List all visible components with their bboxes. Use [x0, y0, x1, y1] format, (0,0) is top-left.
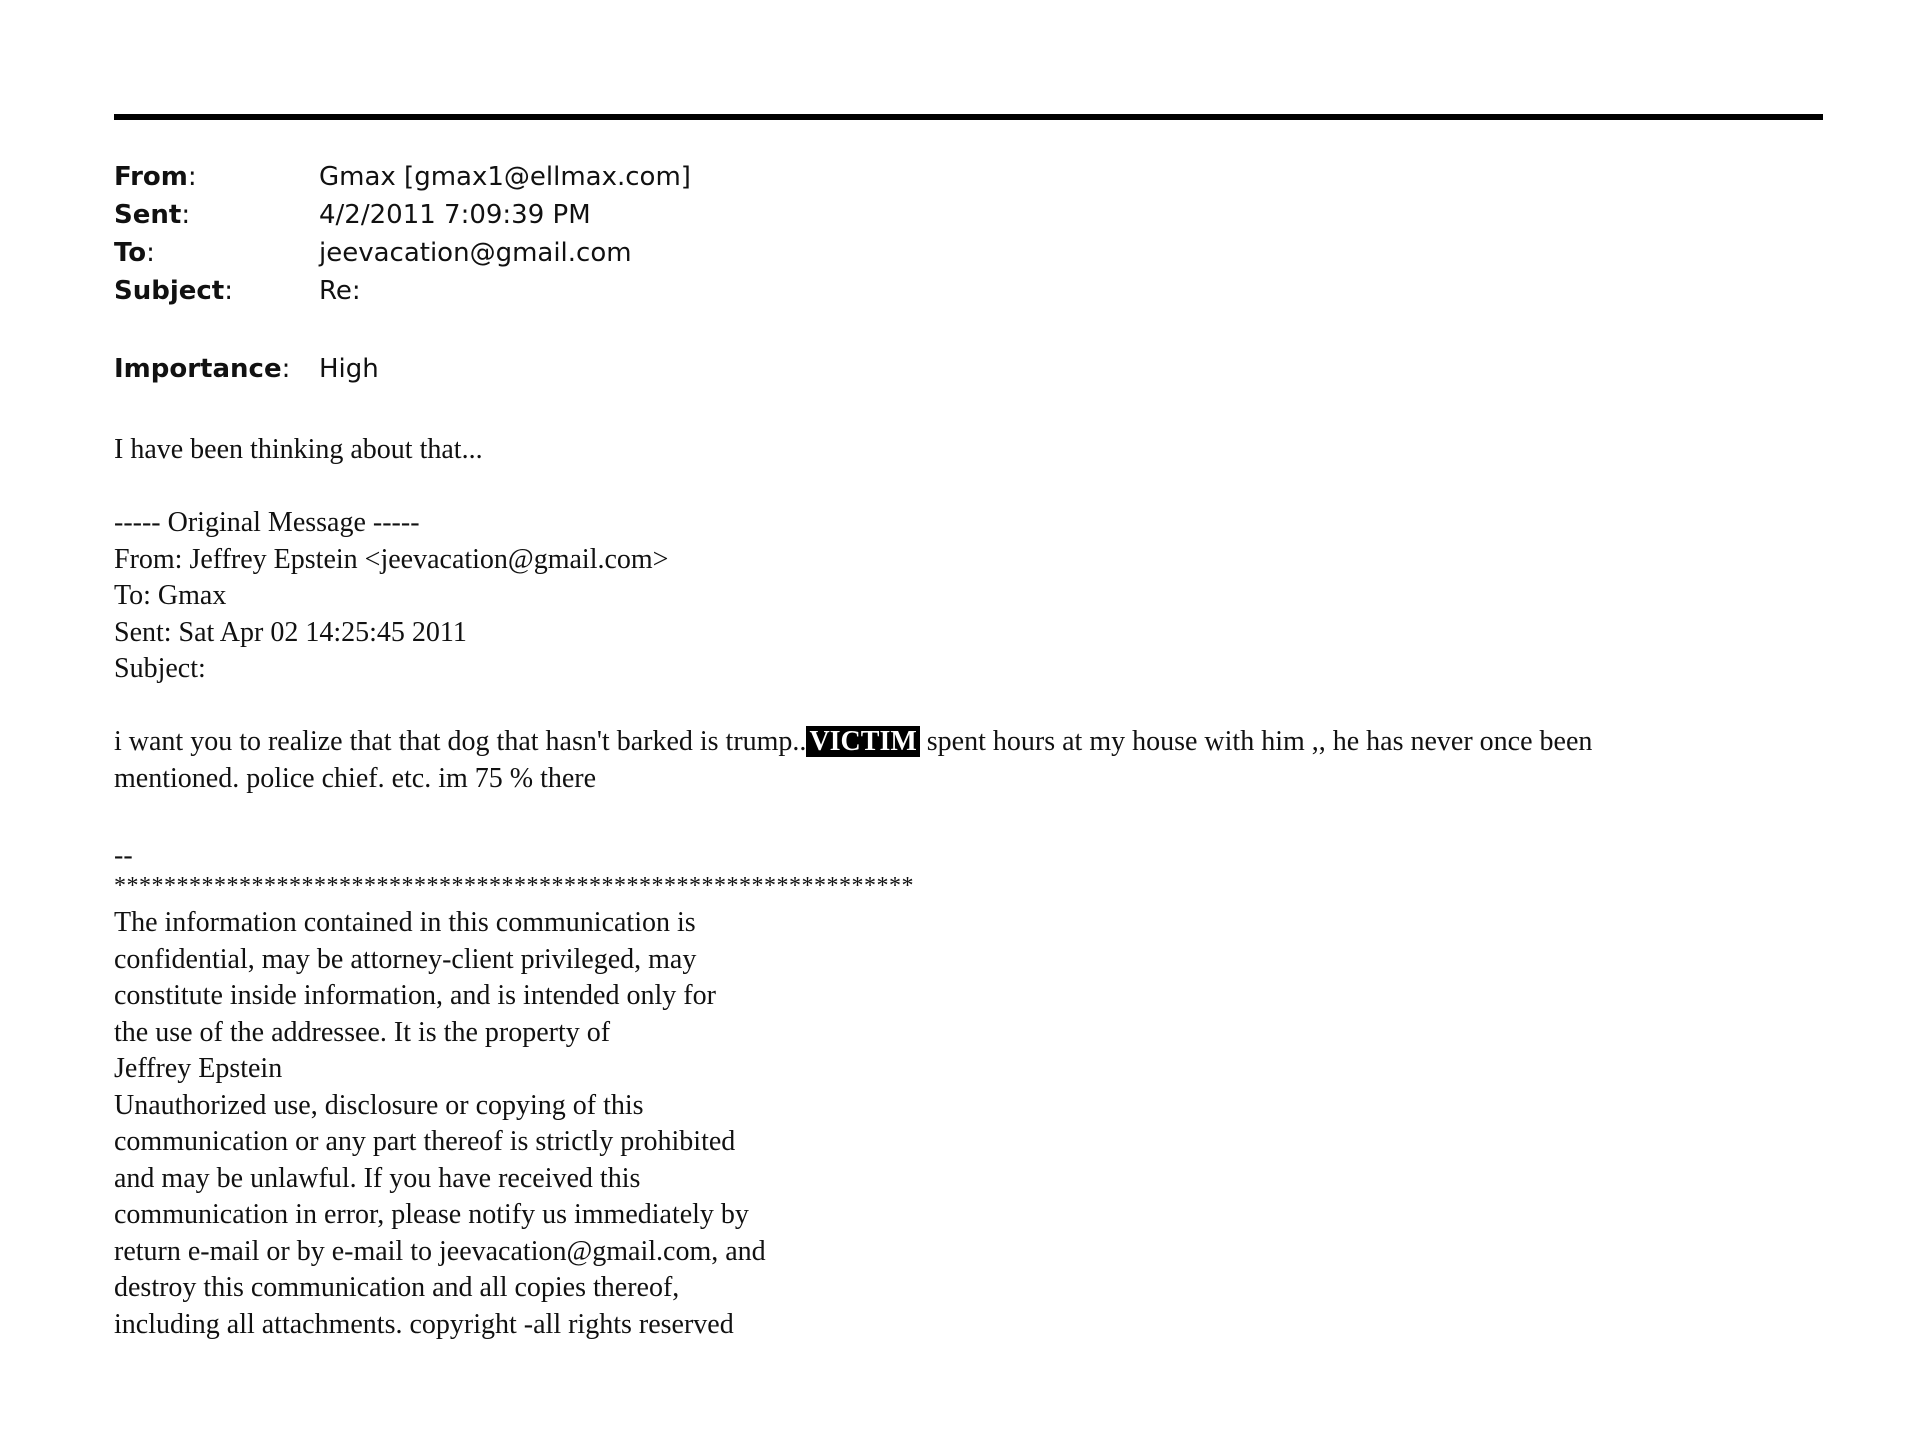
importance-value: High: [319, 354, 379, 384]
original-sent: Sent: Sat Apr 02 14:25:45 2011: [114, 616, 467, 648]
original-subject: Subject:: [114, 653, 206, 684]
disclaimer-line: Jeffrey Epstein: [114, 1053, 283, 1084]
sent-label: Sent: [114, 200, 182, 230]
sent-value: 4/2/2011 7:09:39 PM: [319, 200, 591, 230]
disclaimer-line: The information contained in this communication is: [114, 907, 696, 938]
signature-dash: --: [114, 840, 133, 871]
disclaimer-line: communication in error, please notify us immediately by: [114, 1199, 749, 1230]
importance-label: Importance: [114, 354, 282, 384]
disclaimer-line: Unauthorized use, disclosure or copying of this: [114, 1089, 644, 1121]
reply-text: I have been thinking about that...: [114, 434, 483, 465]
header-rule: [114, 114, 1823, 120]
disclaimer-line: and may be unlawful. If you have received this: [114, 1162, 641, 1194]
to-value: jeevacation@gmail.com: [319, 238, 632, 268]
disclaimer: [114, 905, 766, 1343]
subject-value: Re:: [319, 276, 361, 306]
disclaimer-line: return e-mail or by e-mail to jeevacation@gmail.com, and: [114, 1235, 766, 1267]
disclaimer-line: constitute inside information, and is intended only for: [114, 980, 716, 1011]
from-label: From: [114, 162, 188, 192]
subject-label: Subject: [114, 276, 225, 306]
disclaimer-line: including all attachments. copyright -all rights reserved: [114, 1308, 734, 1340]
original-separator: ----- Original Message -----: [114, 507, 420, 538]
message-body: [114, 724, 1592, 797]
original-from: From: Jeffrey Epstein <jeevacation@gmail.com>: [114, 543, 669, 575]
disclaimer-line: communication or any part thereof is strictly prohibited: [114, 1126, 736, 1157]
from-value: Gmax [gmax1@ellmax.com]: [319, 162, 691, 192]
disclaimer-line: the use of the addressee. It is the property of: [114, 1016, 611, 1048]
disclaimer-line: confidential, may be attorney-client privileged, may: [114, 943, 697, 975]
body-line-2: mentioned. police chief. etc. im 75 % there: [114, 762, 597, 794]
original-to: To: Gmax: [114, 580, 227, 611]
redaction-box: VICTIM: [806, 726, 919, 757]
body-part-2: spent hours at my house with him ,, he has never once been: [926, 726, 1593, 757]
signature-stars: ****************************************************************: [114, 873, 914, 899]
original-message: [114, 505, 668, 688]
disclaimer-line: destroy this communication and all copies thereof,: [114, 1272, 680, 1303]
body-line-1: [114, 724, 1592, 761]
to-label: To: [114, 238, 147, 268]
body-part-1: i want you to realize that that dog that hasn't barked is trump..: [114, 726, 807, 757]
